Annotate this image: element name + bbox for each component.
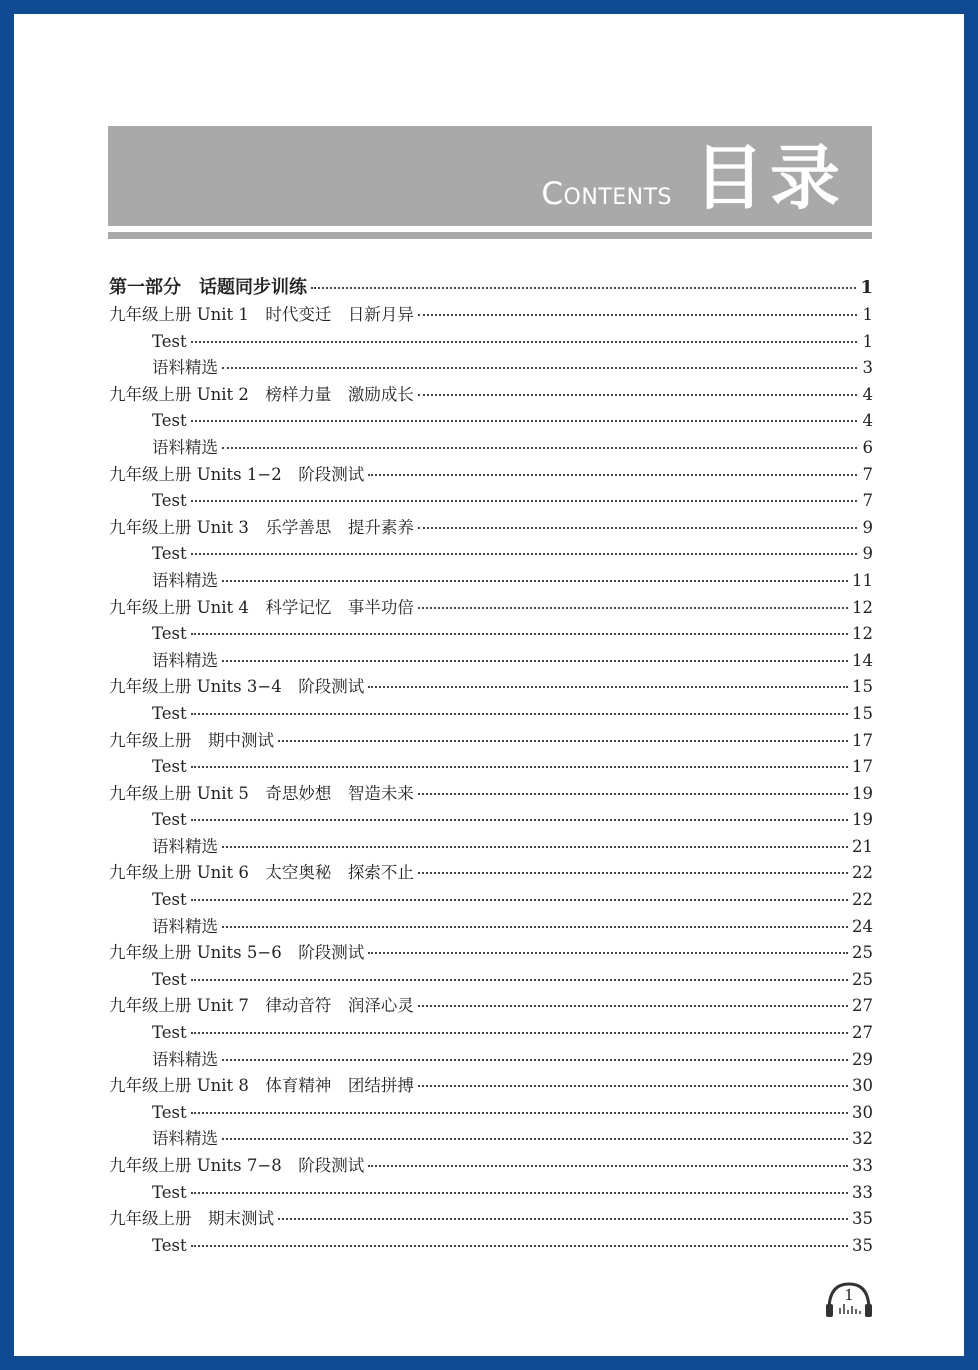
dot-leader bbox=[191, 500, 857, 502]
dot-leader bbox=[222, 447, 857, 449]
toc-sub-row bbox=[109, 621, 873, 648]
dot-leader bbox=[222, 580, 848, 582]
toc-sub-row bbox=[109, 914, 873, 941]
toc-unit-row bbox=[109, 728, 873, 755]
page-number: 1 bbox=[844, 1286, 854, 1304]
toc-label: 九年级上册 Units 7−8 阶段测试 bbox=[109, 1156, 365, 1175]
toc-label: Test bbox=[152, 331, 187, 351]
toc-label: 九年级上册 Unit 1 时代变迁 日新月异 bbox=[109, 305, 414, 324]
dot-leader bbox=[222, 846, 848, 848]
toc-label: 语料精选 bbox=[152, 358, 218, 378]
toc-label: 九年级上册 Units 1−2 阶段测试 bbox=[109, 464, 365, 484]
dot-leader bbox=[278, 740, 848, 742]
dot-leader bbox=[418, 872, 848, 874]
toc-sub-row bbox=[109, 967, 873, 994]
toc-label: 九年级上册 期末测试 bbox=[109, 1209, 274, 1229]
toc-sub-row bbox=[109, 1047, 873, 1074]
dot-leader bbox=[418, 527, 857, 529]
dot-leader bbox=[191, 1032, 848, 1034]
dot-leader bbox=[418, 607, 848, 609]
toc-page-number: 25 bbox=[852, 969, 873, 989]
toc-sub-row bbox=[109, 568, 873, 595]
dot-leader bbox=[418, 793, 848, 795]
toc-page-number: 35 bbox=[852, 1235, 873, 1255]
toc-page-number: 17 bbox=[852, 757, 873, 777]
toc-page-number: 33 bbox=[852, 1182, 873, 1202]
toc-label: Test bbox=[152, 624, 187, 644]
dot-leader bbox=[311, 287, 856, 289]
toc-label: 九年级上册 Unit 2 榜样力量 激励成长 bbox=[109, 384, 414, 404]
toc-page-number: 9 bbox=[862, 544, 873, 564]
dot-leader bbox=[191, 1192, 848, 1194]
toc-page-number: 27 bbox=[852, 996, 873, 1016]
toc-label: Test bbox=[152, 810, 187, 830]
dot-leader bbox=[191, 1245, 848, 1247]
toc-label: 九年级上册 Unit 5 奇思妙想 智造未来 bbox=[109, 783, 414, 803]
toc-sub-row bbox=[109, 887, 873, 914]
toc-label: Test bbox=[152, 491, 187, 511]
toc-page-number: 22 bbox=[852, 863, 873, 883]
toc-page-number: 1 bbox=[862, 305, 873, 324]
contents-label: Contents bbox=[541, 176, 672, 212]
toc-sub-row bbox=[109, 648, 873, 675]
toc-label: 语料精选 bbox=[152, 570, 218, 590]
toc-unit-row bbox=[109, 515, 873, 542]
dot-leader bbox=[418, 394, 857, 396]
toc-unit-row bbox=[109, 1153, 873, 1180]
toc-page-number: 15 bbox=[852, 677, 873, 697]
toc-page-number: 11 bbox=[852, 570, 873, 590]
toc-label: 九年级上册 期中测试 bbox=[109, 730, 274, 750]
toc-page-number: 32 bbox=[852, 1129, 873, 1149]
toc-page-number: 12 bbox=[852, 597, 873, 617]
toc-page-number: 19 bbox=[852, 810, 873, 830]
toc-label: 九年级上册 Unit 6 太空奥秘 探索不止 bbox=[109, 863, 414, 883]
toc-label: 语料精选 bbox=[152, 1049, 218, 1069]
toc-page-number: 24 bbox=[852, 916, 873, 936]
toc-page-number: 21 bbox=[852, 836, 873, 856]
toc-label: Test bbox=[152, 1235, 187, 1255]
toc-unit-row bbox=[109, 1206, 873, 1233]
dot-leader bbox=[191, 420, 857, 422]
toc-sub-row bbox=[109, 1180, 873, 1207]
toc-label: 九年级上册 Unit 4 科学记忆 事半功倍 bbox=[109, 597, 414, 617]
toc-sub-row bbox=[109, 1233, 873, 1260]
toc-page-number: 6 bbox=[862, 437, 873, 457]
toc-unit-row bbox=[109, 781, 873, 808]
dot-leader bbox=[222, 1059, 848, 1061]
toc-sub-row bbox=[109, 1020, 873, 1047]
dot-leader bbox=[368, 474, 857, 476]
dot-leader bbox=[278, 1218, 848, 1220]
dot-leader bbox=[368, 1165, 848, 1167]
toc-sub-row bbox=[109, 1100, 873, 1127]
toc-part-row bbox=[109, 274, 873, 302]
toc-label: 语料精选 bbox=[152, 650, 218, 670]
toc-sub-row bbox=[109, 1126, 873, 1153]
toc-page-number: 17 bbox=[852, 730, 873, 750]
dot-leader bbox=[191, 899, 848, 901]
dot-leader bbox=[222, 660, 848, 662]
toc-label: 语料精选 bbox=[152, 437, 218, 457]
toc-label: Test bbox=[152, 1102, 187, 1122]
toc-page-number: 1 bbox=[862, 331, 873, 351]
dot-leader bbox=[418, 1005, 848, 1007]
dot-leader bbox=[191, 979, 848, 981]
toc-page-number: 7 bbox=[862, 491, 873, 511]
toc-sub-row bbox=[109, 488, 873, 515]
toc-label: 九年级上册 Units 3−4 阶段测试 bbox=[109, 677, 365, 697]
dot-leader bbox=[222, 367, 857, 369]
toc-page-number: 15 bbox=[852, 703, 873, 723]
toc-page-number: 4 bbox=[862, 384, 873, 404]
toc-sub-row bbox=[109, 408, 873, 435]
toc-page-number: 1 bbox=[860, 277, 873, 298]
toc-page-number: 14 bbox=[852, 650, 873, 670]
toc-label: 九年级上册 Unit 8 体育精神 团结拼搏 bbox=[109, 1076, 414, 1096]
toc-label: 语料精选 bbox=[152, 1129, 218, 1149]
toc-page-number: 33 bbox=[852, 1156, 873, 1175]
header-band bbox=[108, 126, 872, 226]
toc-unit-row bbox=[109, 940, 873, 967]
toc-unit-row bbox=[109, 860, 873, 887]
toc-unit-row bbox=[109, 382, 873, 409]
toc-label: Test bbox=[152, 969, 187, 989]
toc-unit-row bbox=[109, 302, 873, 329]
toc-sub-row bbox=[109, 754, 873, 781]
dot-leader bbox=[191, 1112, 848, 1114]
dot-leader bbox=[191, 553, 857, 555]
dot-leader bbox=[222, 926, 848, 928]
toc-page-number: 7 bbox=[862, 464, 873, 484]
toc-page-number: 30 bbox=[852, 1076, 873, 1096]
toc-label: 语料精选 bbox=[152, 836, 218, 856]
toc-label: 第一部分 话题同步训练 bbox=[109, 277, 307, 298]
table-of-contents bbox=[109, 274, 873, 1259]
header-rule bbox=[108, 232, 872, 239]
toc-unit-row bbox=[109, 993, 873, 1020]
toc-page-number: 29 bbox=[852, 1049, 873, 1069]
toc-page-number: 27 bbox=[852, 1023, 873, 1043]
dot-leader bbox=[191, 341, 857, 343]
toc-sub-row bbox=[109, 329, 873, 356]
dot-leader bbox=[191, 819, 848, 821]
toc-label: 九年级上册 Units 5−6 阶段测试 bbox=[109, 943, 365, 963]
toc-sub-row bbox=[109, 435, 873, 462]
toc-page-number: 19 bbox=[852, 783, 873, 803]
toc-sub-row bbox=[109, 834, 873, 861]
toc-page-number: 35 bbox=[852, 1209, 873, 1229]
toc-page-number: 12 bbox=[852, 624, 873, 644]
toc-page-number: 9 bbox=[862, 517, 873, 537]
dot-leader bbox=[418, 1085, 848, 1087]
toc-page-number: 22 bbox=[852, 890, 873, 910]
page-title: 目录 bbox=[694, 137, 846, 219]
toc-page-number: 3 bbox=[862, 358, 873, 378]
dot-leader bbox=[368, 686, 848, 688]
dot-leader bbox=[191, 633, 848, 635]
toc-label: 语料精选 bbox=[152, 916, 218, 936]
toc-unit-row bbox=[109, 1073, 873, 1100]
toc-page bbox=[14, 14, 964, 1356]
toc-sub-row bbox=[109, 541, 873, 568]
toc-label: Test bbox=[152, 1023, 187, 1043]
toc-page-number: 25 bbox=[852, 943, 873, 963]
toc-label: Test bbox=[152, 1182, 187, 1202]
toc-label: Test bbox=[152, 890, 187, 910]
toc-unit-row bbox=[109, 595, 873, 622]
toc-sub-row bbox=[109, 807, 873, 834]
toc-label: Test bbox=[152, 411, 187, 431]
dot-leader bbox=[222, 1138, 848, 1140]
dot-leader bbox=[368, 952, 848, 954]
toc-label: Test bbox=[152, 544, 187, 564]
page-badge bbox=[824, 1280, 874, 1320]
dot-leader bbox=[191, 766, 848, 768]
toc-label: Test bbox=[152, 703, 187, 723]
toc-page-number: 4 bbox=[862, 411, 873, 431]
toc-unit-row bbox=[109, 462, 873, 489]
toc-sub-row bbox=[109, 701, 873, 728]
dot-leader bbox=[191, 713, 848, 715]
toc-label: Test bbox=[152, 757, 187, 777]
toc-sub-row bbox=[109, 355, 873, 382]
toc-label: 九年级上册 Unit 3 乐学善思 提升素养 bbox=[109, 517, 414, 537]
toc-page-number: 30 bbox=[852, 1102, 873, 1122]
dot-leader bbox=[418, 314, 857, 316]
toc-label: 九年级上册 Unit 7 律动音符 润泽心灵 bbox=[109, 996, 414, 1016]
toc-unit-row bbox=[109, 674, 873, 701]
